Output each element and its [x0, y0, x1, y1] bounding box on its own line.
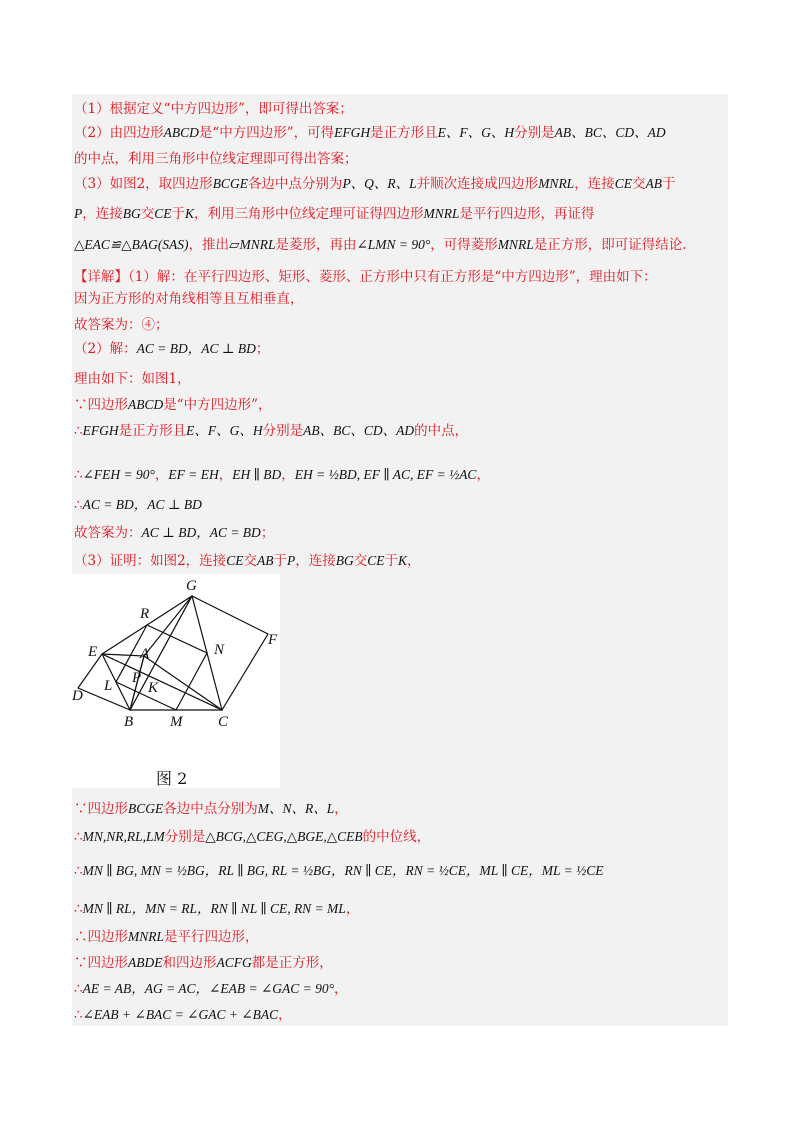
math-expression: K [185, 206, 195, 221]
math-expression: ABCD [128, 397, 164, 412]
text-segment: ， [406, 553, 421, 569]
math-expression: M、N、R、L [257, 801, 335, 816]
math-expression: AB [645, 176, 662, 191]
math-expression: BG [122, 206, 141, 221]
math-expression: MN ∥ RL，MN = RL，RN ∥ NL ∥ CE, RN = ML [82, 901, 346, 916]
text-segment: 于 [384, 553, 398, 569]
text-segment: ，利用三角形中位线定理可证得四边形 [194, 206, 424, 222]
math-expression: EH = ½BD, EF ∥ AC, EF = ½AC [294, 467, 477, 482]
text-line [74, 150, 728, 168]
text-segment: 是正方形，即可证得结论. [533, 237, 687, 253]
math-expression: CE [154, 206, 172, 221]
text-segment: ，推出 [188, 237, 230, 253]
point-G: G [186, 578, 197, 594]
text-line [74, 205, 728, 223]
text-segment: 是“中方四边形”， [163, 397, 272, 413]
math-expression: E、F、G、H [186, 423, 263, 438]
text-segment: 交 [140, 206, 155, 222]
math-expression: ABCD [163, 125, 199, 140]
geometry-diagram [72, 574, 280, 788]
text-segment: 故答案为： [74, 525, 142, 541]
math-expression: AC = BD，AC ⊥ BD [82, 497, 202, 512]
text-segment: ，可得菱形 [430, 237, 498, 253]
math-expression: BCGE [212, 176, 248, 191]
text-line [74, 268, 728, 286]
math-expression: CE [226, 553, 244, 568]
math-expression: EFGH [334, 125, 371, 140]
text-segment: ， [345, 901, 360, 917]
text-segment: ， [281, 467, 295, 483]
text-segment: 交 [243, 553, 257, 569]
point-N: N [214, 642, 225, 658]
text-segment: （3）证明：如图2，连接 [74, 553, 227, 569]
text-segment: ， [218, 467, 233, 483]
text-segment: 各边中点分别为 [163, 801, 258, 817]
math-expression: EH ∥ BD [232, 467, 282, 482]
text-segment: 【详解】（1）解：在平行四边形、矩形、菱形、正方形中只有正方形是“中方四边形”，理由如下： [74, 269, 657, 285]
text-line [74, 800, 728, 818]
text-segment: 是正方形且 [370, 125, 438, 141]
text-line [74, 552, 728, 570]
point-M: M [170, 714, 183, 730]
text-segment: ， [154, 467, 169, 483]
text-segment: 因为正方形的对角线相等且互相垂直， [74, 291, 304, 307]
figure-caption: 图 2 [156, 769, 188, 788]
point-B: B [124, 714, 134, 730]
math-expression: MN,NR,RL,LM [82, 829, 165, 844]
text-line [74, 316, 728, 334]
text-segment: ∴ [74, 423, 83, 439]
text-segment: 并顺次连接成四边形 [416, 176, 539, 192]
text-segment: ，连接 [295, 553, 336, 569]
math-expression: ∠FEH = 90° [82, 467, 155, 482]
math-expression: ABDE [128, 955, 163, 970]
text-segment: （2）由四边形 [74, 125, 164, 141]
point-E: E [88, 644, 98, 660]
math-expression: AB [256, 553, 274, 568]
text-segment: ∴ [74, 901, 83, 917]
text-line [74, 828, 728, 846]
math-expression: AB、BC、CD、AD [303, 423, 415, 438]
text-line [74, 370, 728, 388]
math-expression: P [74, 206, 83, 221]
text-line [74, 422, 728, 440]
math-expression: △EAC≌△BAG(SAS) [74, 237, 189, 252]
text-segment: ∴ [74, 863, 83, 879]
math-expression: AC = BD，AC ⊥ BD [136, 341, 256, 356]
figure-2 [72, 574, 280, 788]
text-segment: ∵四边形 [74, 397, 128, 413]
text-segment: 于 [661, 176, 676, 192]
math-expression: △BCG,△CEG,△BGE,△CEB [205, 829, 363, 844]
text-segment: 的中点， [414, 423, 469, 439]
point-R: R [140, 606, 150, 622]
text-line [74, 980, 728, 998]
text-segment: 都是正方形， [251, 955, 333, 971]
text-line [74, 900, 728, 918]
math-expression: MNRL [497, 237, 534, 252]
text-segment: （1）根据定义“中方四边形”，即可得出答案； [74, 101, 353, 117]
math-expression: MNRL [128, 929, 165, 944]
text-line [74, 100, 728, 118]
math-expression: ∠LMN = 90° [356, 237, 431, 252]
text-segment: 是平行四边形， [164, 929, 259, 945]
math-expression: CE [367, 553, 385, 568]
math-expression: ▱MNRL [229, 237, 276, 252]
math-expression: BCGE [128, 801, 164, 816]
math-expression: ∠EAB + ∠BAC = ∠GAC + ∠BAC [82, 1007, 279, 1022]
text-line [74, 954, 728, 972]
math-expression: ACFG [216, 955, 252, 970]
text-segment: （3）如图2，取四边形 [74, 176, 213, 192]
text-line [74, 340, 728, 358]
text-line [74, 290, 728, 308]
math-expression: K [397, 553, 407, 568]
text-segment: ， [476, 467, 490, 483]
math-expression: P、Q、R、L [342, 176, 417, 191]
text-segment: ； [255, 341, 270, 357]
point-D: D [72, 688, 83, 704]
text-line [74, 466, 728, 484]
text-segment: 是正方形且 [118, 423, 187, 439]
math-expression: EFGH [82, 423, 119, 438]
text-segment: ∵四边形 [74, 955, 128, 971]
point-L: L [104, 678, 113, 694]
text-segment: ； [260, 525, 275, 541]
text-segment: ，连接 [82, 206, 123, 222]
text-segment: 理由如下：如图1， [74, 371, 191, 387]
text-segment: 的中点，利用三角形中位线定理即可得出答案； [74, 151, 358, 167]
text-segment: 分别是 [262, 423, 304, 439]
text-segment: 各边中点分别为 [247, 176, 343, 192]
point-C: C [218, 714, 229, 730]
text-segment: ∴ [74, 981, 83, 997]
text-line [74, 396, 728, 414]
text-line [74, 496, 728, 514]
text-segment: 交 [353, 553, 368, 569]
text-line [74, 175, 728, 193]
point-F: F [268, 632, 278, 648]
point-K: K [148, 680, 159, 696]
text-segment: 的中位线， [362, 829, 431, 845]
math-expression: P [286, 553, 296, 568]
text-line [74, 124, 728, 142]
text-segment: ∴ [74, 497, 83, 513]
math-expression: AE = AB，AG = AC，∠EAB = ∠GAC = 90° [82, 981, 335, 996]
point-P: P [132, 670, 142, 686]
math-expression: MNRL [538, 176, 575, 191]
text-segment: 是菱形，再由 [275, 237, 357, 253]
text-segment: 于 [273, 553, 287, 569]
text-segment: ∵四边形 [74, 801, 128, 817]
text-segment: 交 [631, 176, 646, 192]
text-segment: 于 [171, 206, 186, 222]
text-segment: ，连接 [574, 176, 615, 192]
text-segment: 和四边形 [162, 955, 217, 971]
math-expression: AB、BC、CD、AD [554, 125, 666, 140]
math-expression: CE [614, 176, 632, 191]
text-line [74, 928, 728, 946]
math-expression: E、F、G、H [437, 125, 515, 140]
text-line [74, 236, 728, 254]
text-segment: 故答案为：④； [74, 317, 169, 333]
text-segment: 分别是 [514, 125, 555, 141]
math-expression: EF = EH [168, 467, 219, 482]
text-line [74, 1006, 728, 1024]
text-segment: 分别是 [164, 829, 206, 845]
text-line [74, 862, 728, 880]
text-segment: ， [278, 1007, 292, 1023]
text-segment: ， [334, 981, 348, 997]
text-segment: 是平行四边形，再证得 [459, 206, 595, 222]
math-expression: MN ∥ BG, MN = ½BG，RL ∥ BG, RL = ½BG，RN ∥ CE，RN = ½CE，ML ∥ CE，ML = ½CE [82, 863, 604, 878]
text-segment: ∴ [74, 1007, 83, 1023]
math-expression: BG [335, 553, 354, 568]
math-expression: AC ⊥ BD，AC = BD [141, 525, 261, 540]
text-segment: ∴ [74, 467, 83, 483]
text-segment: ∴ [74, 829, 83, 845]
text-segment: 是“中方四边形”，可得 [198, 125, 335, 141]
point-A: A [140, 646, 150, 662]
text-segment: ∴四边形 [74, 929, 128, 945]
text-segment: （2）解： [74, 341, 137, 357]
math-expression: MNRL [423, 206, 460, 221]
text-segment: ， [334, 801, 348, 817]
text-line [74, 524, 728, 542]
